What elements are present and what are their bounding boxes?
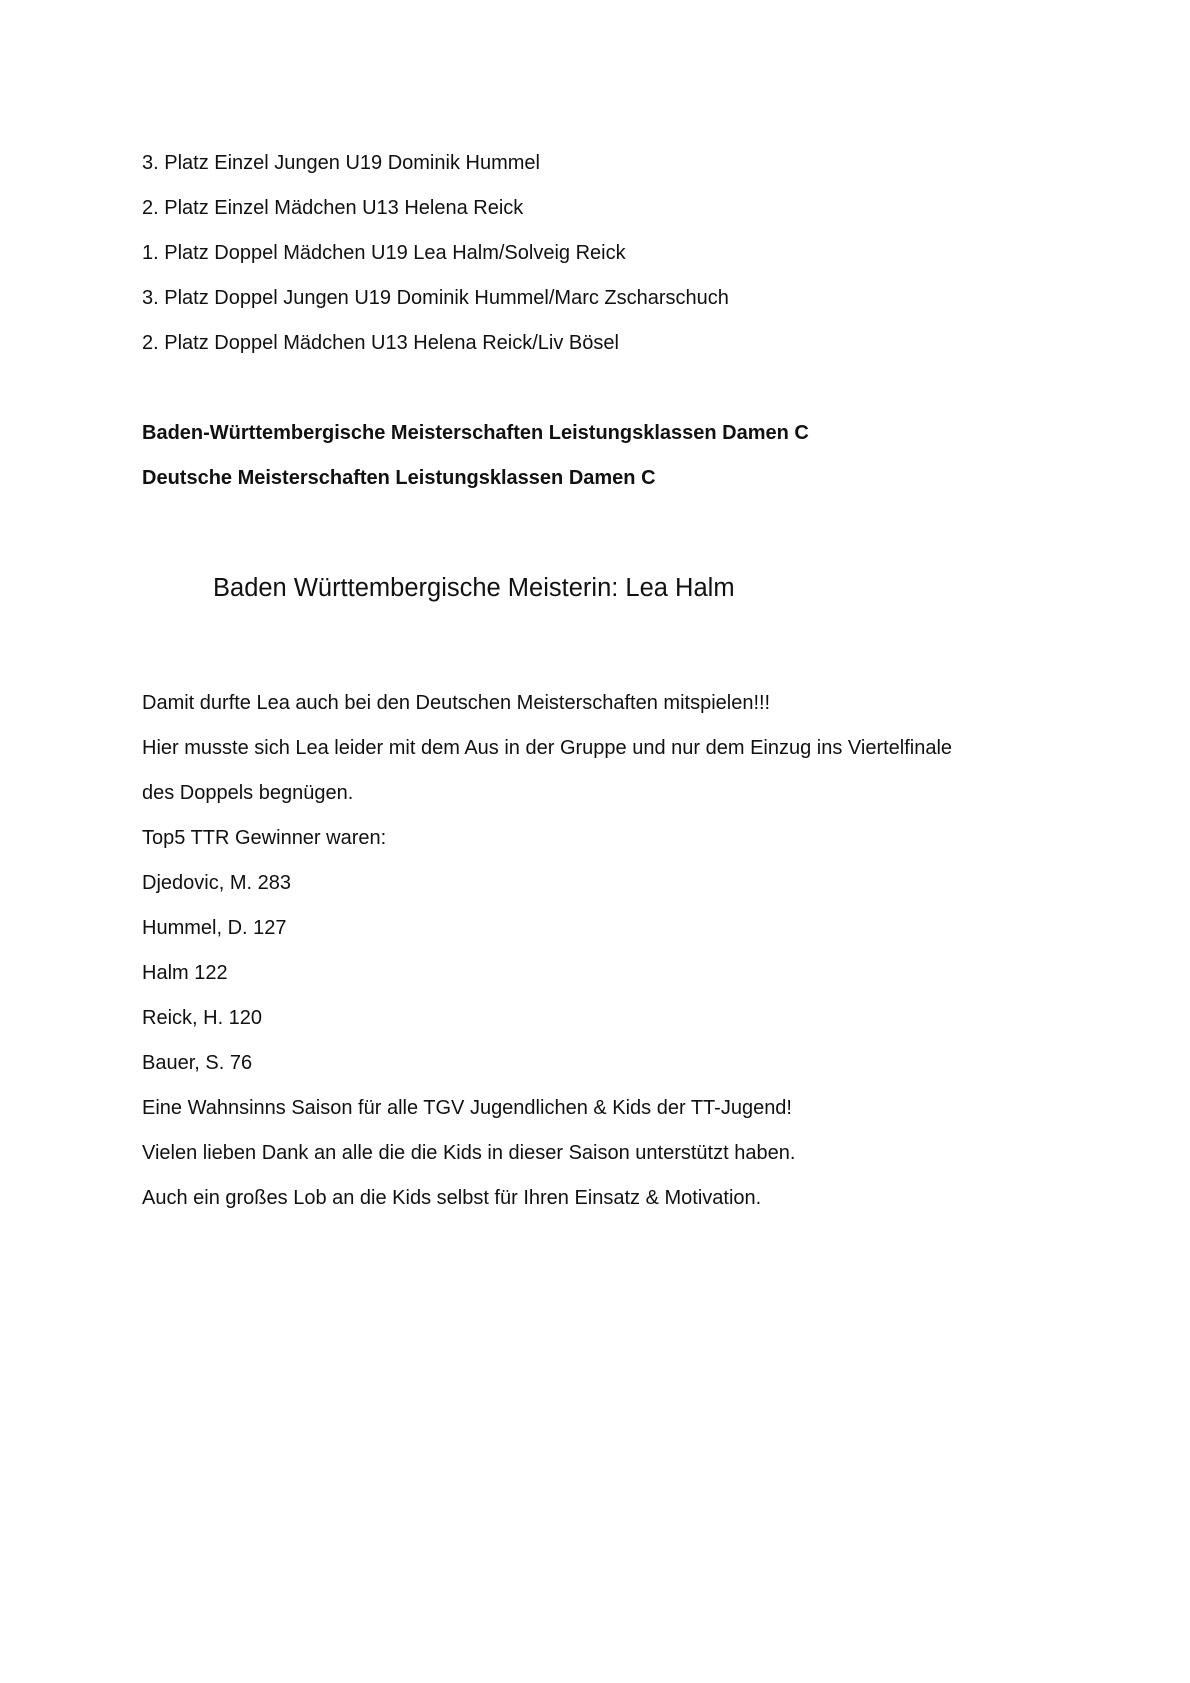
paragraph-line: des Doppels begnügen. <box>142 782 354 804</box>
result-line: 2. Platz Einzel Mädchen U13 Helena Reick <box>142 197 524 219</box>
championship-title: Baden-Württembergische Meisterschaften Leistungsklassen Damen C <box>142 422 809 444</box>
result-line: 3. Platz Doppel Jungen U19 Dominik Hummel/Marc Zscharschuch <box>142 287 729 309</box>
ttr-winners-list <box>142 861 1102 1086</box>
spacer <box>142 501 1102 546</box>
ttr-winner: Hummel, D. 127 <box>142 917 287 939</box>
closing-line: Eine Wahnsinns Saison für alle TGV Jugendlichen & Kids der TT-Jugend! <box>142 1097 792 1119</box>
spacer <box>142 611 1102 681</box>
closing-line: Auch ein großes Lob an die Kids selbst für Ihren Einsatz & Motivation. <box>142 1187 762 1209</box>
paragraph-line: Top5 TTR Gewinner waren: <box>142 827 387 849</box>
result-line: 2. Platz Doppel Mädchen U13 Helena Reick/Liv Bösel <box>142 332 619 354</box>
champion-heading: Baden Württembergische Meisterin: Lea Halm <box>213 574 735 602</box>
spacer <box>142 366 1102 411</box>
championship-title: Deutsche Meisterschaften Leistungsklassen Damen C <box>142 467 656 489</box>
ttr-winner: Reick, H. 120 <box>142 1007 263 1029</box>
results-list <box>142 141 1102 366</box>
closing-remarks <box>142 1086 1102 1221</box>
ttr-winner: Halm 122 <box>142 962 228 984</box>
championship-titles <box>142 411 1102 501</box>
report-paragraph <box>142 681 1102 861</box>
result-line: 3. Platz Einzel Jungen U19 Dominik Hummel <box>142 152 540 174</box>
document-content <box>142 141 1102 1221</box>
ttr-winner: Djedovic, M. 283 <box>142 872 291 894</box>
paragraph-line: Hier musste sich Lea leider mit dem Aus in der Gruppe und nur dem Einzug ins Viertelfinale <box>142 737 953 759</box>
closing-line: Vielen lieben Dank an alle die die Kids in dieser Saison unterstützt haben. <box>142 1142 796 1164</box>
paragraph-line: Damit durfte Lea auch bei den Deutschen Meisterschaften mitspielen!!! <box>142 692 771 714</box>
result-line: 1. Platz Doppel Mädchen U19 Lea Halm/Solveig Reick <box>142 242 626 264</box>
ttr-winner: Bauer, S. 76 <box>142 1052 253 1074</box>
